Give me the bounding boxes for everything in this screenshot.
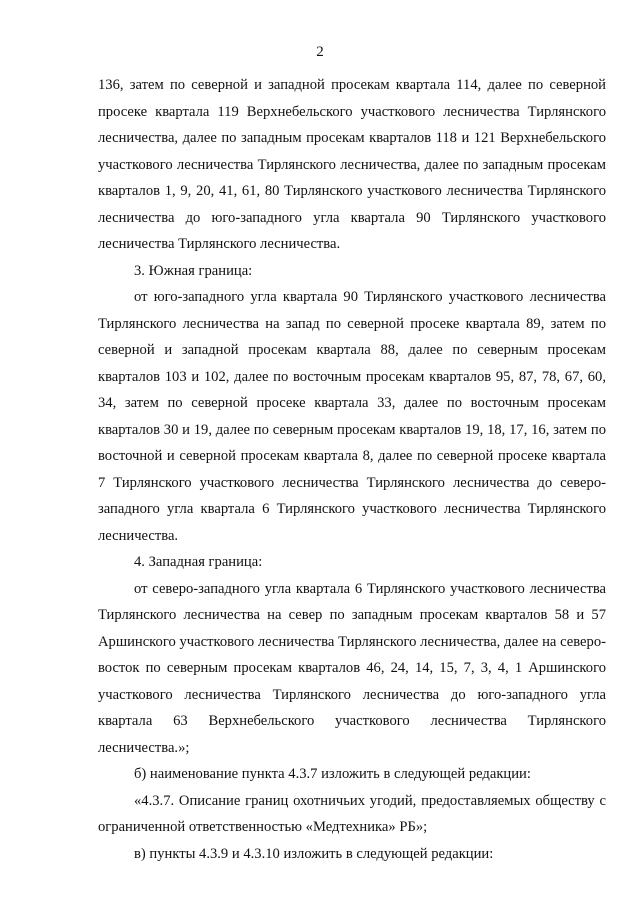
heading-south-boundary: 3. Южная граница: bbox=[134, 262, 253, 279]
heading-west-boundary: 4. Западная граница: bbox=[134, 554, 263, 570]
page-number: 2 bbox=[316, 44, 324, 60]
document-body bbox=[98, 72, 606, 867]
paragraph-item-b: б) наименование пункта 4.3.7 изложить в следующей редакции: bbox=[134, 766, 531, 782]
paragraph-item-4-3-7: «4.3.7. Описание границ охотничьих угодий, предоставляемых обществу с ограниченной ответственностью «Медтехника» РБ»; bbox=[98, 792, 606, 835]
paragraph-east-boundary-continuation: 136, затем по северной и западной просекам квартала 114, далее по северной просеке квартала 119 Верхнебельского участкового лесничества Тирлянского лесничества, далее по западным просекам кварталов 118 и 121 Верхнебельского участкового лесничества Тирлянского лесничества, далее по западным просекам кварталов 1, 9, 20, 41, 61, 80 Тирлянского участкового лесничества Тирлянского лесничества до юго-западного угла квартала 90 Тирлянского участкового лесничества Тирлянского лесничества. bbox=[98, 77, 606, 252]
paragraph-item-v: в) пункты 4.3.9 и 4.3.10 изложить в следующей редакции: bbox=[134, 845, 494, 862]
paragraph-west-boundary: от северо-западного угла квартала 6 Тирлянского участкового лесничества Тирлянского лесничества на север по западным просекам кварталов 58 и 57 Аршинского участкового лесничества Тирлянского лесничества, далее на северо-восток по северным просекам кварталов 46, 24, 14, 15, 7, 3, 4, 1 Аршинского участкового лесничества Тирлянского лесничества до юго-западного угла квартала 63 Верхнебельского участкового лесничества Тирлянского лесничества.»; bbox=[98, 580, 606, 756]
paragraph-south-boundary: от юго-западного угла квартала 90 Тирлянского участкового лесничества Тирлянского лесничества на запад по северной просеке квартала 89, затем по северной и западной просекам квартала 88, далее по северным просекам кварталов 103 и 102, далее по восточным просекам кварталов 95, 87, 78, 67, 60, 34, затем по северной просеке квартала 33, далее по восточным просекам кварталов 30 и 19, далее по северным просекам кварталов 19, 18, 17, 16, затем по восточной и северной просекам квартала 8, далее по северной просеке квартала 7 Тирлянского участкового лесничества Тирлянского лесничества до северо-западного угла квартала 6 Тирлянского участкового лесничества Тирлянского лесничества. bbox=[98, 289, 606, 544]
